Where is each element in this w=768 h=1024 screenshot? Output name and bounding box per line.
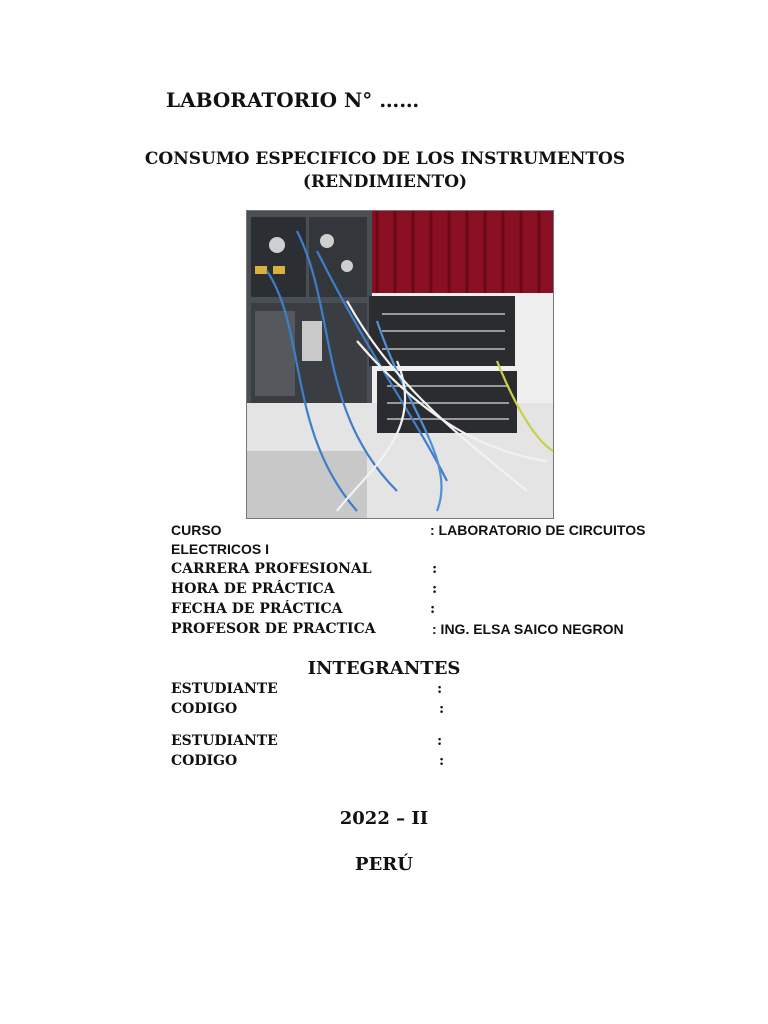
student-1-label: ESTUDIANTE <box>171 681 278 697</box>
code-2-value: : <box>439 753 445 769</box>
student-2-value: : <box>437 733 443 749</box>
lab-equipment-photo <box>246 210 554 519</box>
profesor-value: : ING. ELSA SAICO NEGRON <box>432 621 624 637</box>
integrantes-heading: INTEGRANTES <box>307 658 461 679</box>
curso-label: CURSO <box>171 522 222 538</box>
hora-label: HORA DE PRÁCTICA <box>171 581 335 597</box>
profesor-label: PROFESOR DE PRACTICA <box>171 621 376 637</box>
curso-value: : LABORATORIO DE CIRCUITOS <box>430 522 646 538</box>
fecha-value: : <box>430 601 436 617</box>
student-2-label: ESTUDIANTE <box>171 733 278 749</box>
fecha-label: FECHA DE PRÁCTICA <box>171 601 343 617</box>
hora-value: : <box>432 581 438 597</box>
code-2-label: CODIGO <box>171 753 238 769</box>
carrera-value: : <box>432 561 438 577</box>
carrera-label: CARRERA PROFESIONAL <box>171 561 372 577</box>
document-subtitle-line1: CONSUMO ESPECIFICO DE LOS INSTRUMENTOS <box>144 149 626 169</box>
academic-period: 2022 – II <box>339 808 429 829</box>
country: PERÚ <box>355 854 413 875</box>
code-1-value: : <box>439 701 445 717</box>
curso-value-continued: ELECTRICOS I <box>171 541 270 557</box>
document-subtitle-line2: (RENDIMIENTO) <box>302 172 468 192</box>
code-1-label: CODIGO <box>171 701 238 717</box>
student-1-value: : <box>437 681 443 697</box>
lab-title: LABORATORIO N° …… <box>166 88 420 112</box>
